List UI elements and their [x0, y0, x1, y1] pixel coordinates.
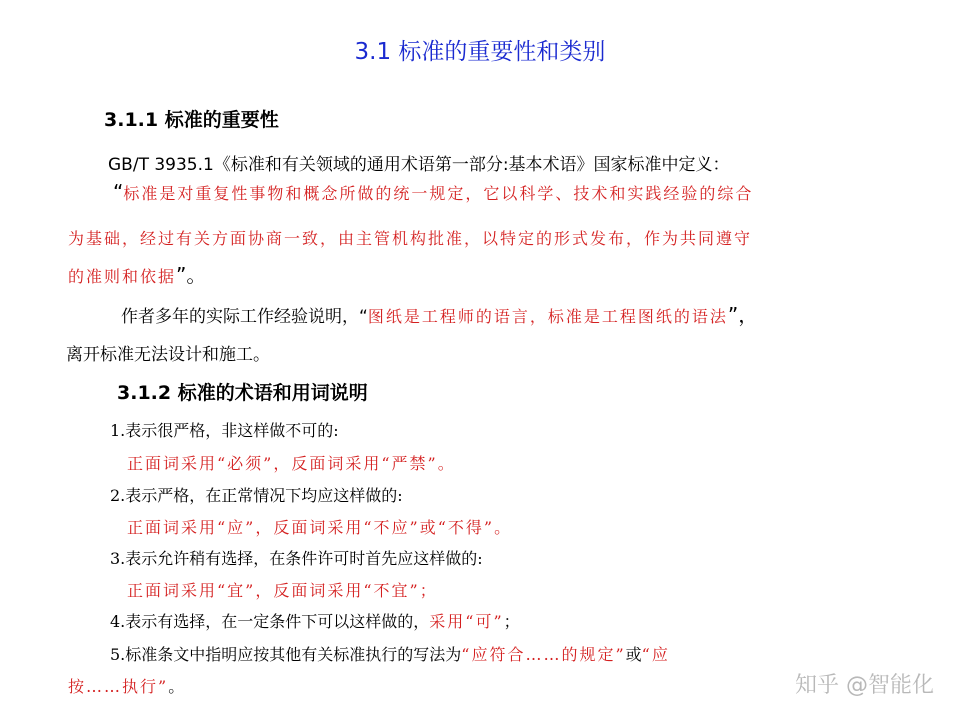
- definition-intro: GB/T 3935.1《标准和有关领域的通用术语第一部分:基本术语》国家标准中定义：: [108, 155, 730, 175]
- definition-text-3: 的准则和依据: [68, 267, 177, 286]
- definition-text-1: 标准是对重复性事物和概念所做的统一规定，它以科学、技术和实践经验的综合: [123, 184, 754, 203]
- term-item-4: [110, 609, 520, 632]
- page-title: 3.1 标准的重要性和类别: [354, 39, 606, 65]
- term-item-2: 2.表示严格，在正常情况下均应这样做的:: [110, 486, 403, 505]
- author-quote: 图纸是工程师的语言，标准是工程图纸的语法: [367, 307, 728, 326]
- watermark-text: 知乎 @智能化: [795, 673, 934, 698]
- term-item-4-text: 4.表示有选择，在一定条件下可以这样做的，: [110, 612, 430, 631]
- term-item-5-line-2: [68, 674, 184, 697]
- term-item-1-detail: 正面词采用“必须”，反面词采用“严禁”。: [127, 454, 456, 473]
- term-item-2-detail: 正面词采用“应”，反面词采用“不应”或“不得”。: [127, 518, 513, 537]
- definition-line-3: [68, 259, 206, 288]
- section-heading-terms: 3.1.2 标准的术语和用词说明: [117, 382, 368, 404]
- author-statement: [121, 299, 758, 328]
- definition-line-1: [113, 180, 753, 204]
- term-item-5-line-2-red: 按……执行”: [68, 677, 169, 696]
- term-item-5-text: 5.标准条文中指明应按其他有关标准执行的写法为: [110, 645, 462, 664]
- term-item-4-suffix: ；: [503, 612, 520, 631]
- term-item-5-red-1: “应符合……的规定”: [461, 645, 626, 664]
- section-heading-importance: 3.1.1 标准的重要性: [104, 109, 279, 131]
- term-item-5-red-2: “应: [641, 645, 670, 664]
- author-prefix: 作者多年的实际工作经验说明，“: [121, 307, 368, 327]
- term-item-3: 3.表示允许稍有选择，在条件许可时首先应这样做的:: [110, 549, 483, 568]
- open-quote: “: [113, 180, 124, 204]
- term-item-3-detail: 正面词采用“宜”，反面词采用“不宜”；: [127, 581, 438, 600]
- definition-line-2: 为基础，经过有关方面协商一致，由主管机构批准，以特定的形式发布，作为共同遵守: [68, 229, 753, 248]
- term-item-1: 1.表示很严格，非这样做不可的:: [110, 421, 339, 440]
- author-line-2: 离开标准无法设计和施工。: [66, 345, 270, 365]
- author-suffix: ”，: [727, 303, 759, 327]
- term-item-5-mid: 或: [625, 645, 642, 664]
- term-item-5: [110, 642, 670, 665]
- term-item-4-red: 采用“可”: [429, 612, 504, 631]
- term-item-5-line-2-suffix: 。: [168, 677, 185, 696]
- definition-close: ”。: [176, 263, 207, 287]
